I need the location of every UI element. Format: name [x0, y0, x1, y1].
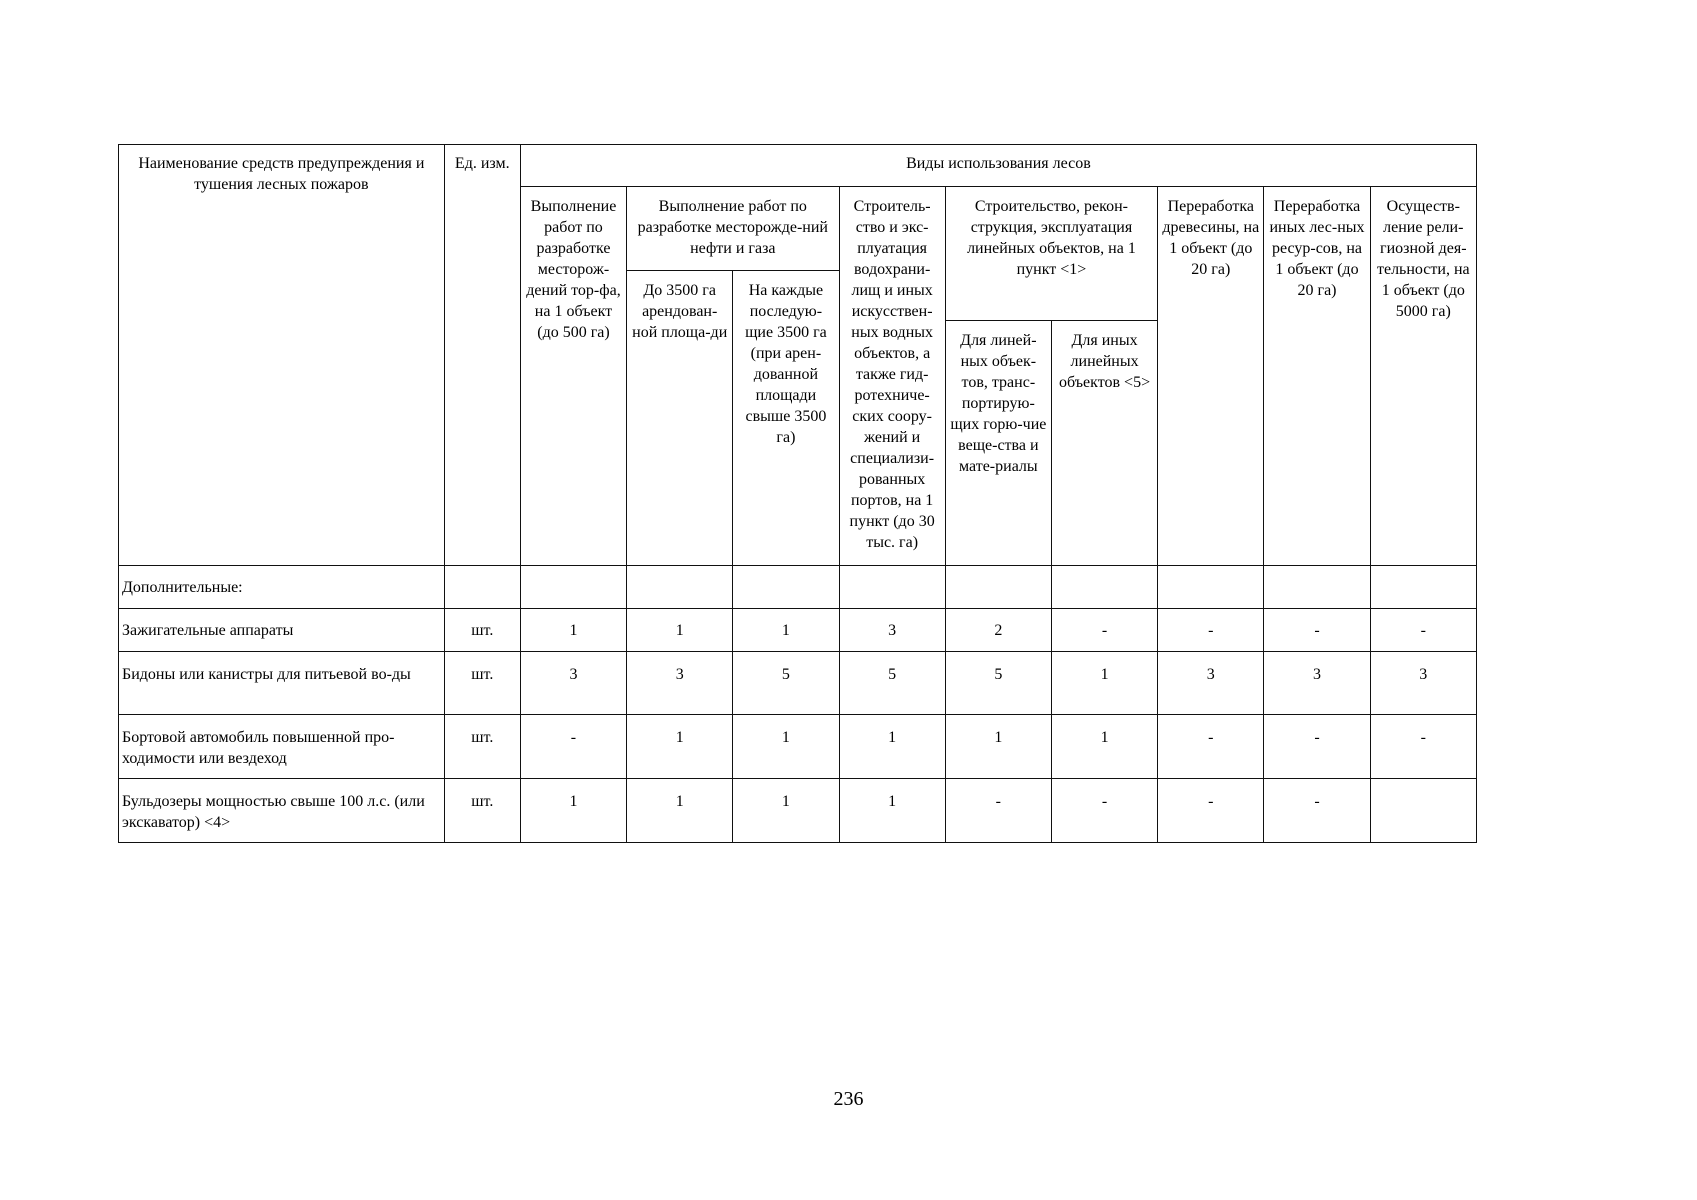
row-value: 1	[520, 609, 626, 652]
row-value: 2	[945, 609, 1051, 652]
header-peat: Выполнение работ по разработке месторож-дений тор-фа, на 1 объект (до 500 га)	[520, 187, 626, 566]
row-value: 3	[839, 609, 945, 652]
row-value: 1	[627, 609, 733, 652]
empty-cell	[444, 566, 520, 609]
header-row-1	[119, 145, 1477, 187]
empty-cell	[520, 566, 626, 609]
row-value: -	[1370, 715, 1476, 779]
row-value: 5	[945, 652, 1051, 715]
row-name: Бидоны или канистры для питьевой во-ды	[119, 652, 445, 715]
section-row	[119, 566, 1477, 609]
row-unit: шт.	[444, 779, 520, 843]
header-name-column: Наименование средств предупреждения и тушения лесных пожаров	[119, 145, 445, 566]
section-label: Дополнительные:	[119, 566, 445, 609]
row-value: -	[1158, 779, 1264, 843]
header-linear-sub2: Для иных линейных объектов <5>	[1051, 321, 1157, 566]
header-linear-sub1: Для линей-ных объек-тов, транс-портирую-щих горю-чие веще-ства и мате-риалы	[945, 321, 1051, 566]
row-value: 5	[733, 652, 839, 715]
row-value: 3	[627, 652, 733, 715]
header-wood: Переработка древесины, на 1 объект (до 20 га)	[1158, 187, 1264, 566]
table-row	[119, 779, 1477, 843]
row-name: Бортовой автомобиль повышенной про-ходимости или вездеход	[119, 715, 445, 779]
row-value: 1	[1051, 652, 1157, 715]
header-religious: Осуществ-ление рели-гиозной дея-тельности, на 1 объект (до 5000 га)	[1370, 187, 1476, 566]
header-oil-gas-sub2: На каждые последую-щие 3500 га (при арен-дованной площади свыше 3500 га)	[733, 271, 839, 566]
empty-cell	[733, 566, 839, 609]
row-unit: шт.	[444, 652, 520, 715]
row-value: -	[1158, 715, 1264, 779]
empty-cell	[1370, 566, 1476, 609]
header-reservoirs: Строитель-ство и экс-плуатация водохрани-лищ и иных искусствен-ных водных объектов, а также гид-ротехниче-ских соору-жений и специализи-рованных портов, на 1 пункт (до 30 тыс. га)	[839, 187, 945, 566]
row-value: -	[1051, 779, 1157, 843]
row-value: 3	[1158, 652, 1264, 715]
fire-equipment-table	[118, 144, 1477, 843]
row-value: 1	[733, 609, 839, 652]
row-value: -	[1264, 609, 1370, 652]
empty-cell	[627, 566, 733, 609]
row-value: -	[1264, 779, 1370, 843]
row-value: 1	[839, 715, 945, 779]
header-linear: Строительство, рекон-струкция, эксплуатация линейных объектов, на 1 пункт <1>	[945, 187, 1157, 321]
header-unit-column: Ед. изм.	[444, 145, 520, 566]
row-value: 1	[627, 779, 733, 843]
header-other-resources: Переработка иных лес-ных ресур-сов, на 1 объект (до 20 га)	[1264, 187, 1370, 566]
row-value: -	[520, 715, 626, 779]
header-oil-gas: Выполнение работ по разработке месторожде-ний нефти и газа	[627, 187, 839, 271]
row-value: 3	[1370, 652, 1476, 715]
row-name: Зажигательные аппараты	[119, 609, 445, 652]
row-name: Бульдозеры мощностью свыше 100 л.с. (или экскаватор) <4>	[119, 779, 445, 843]
table-row	[119, 609, 1477, 652]
row-unit: шт.	[444, 715, 520, 779]
row-value: -	[1370, 609, 1476, 652]
row-value: -	[1264, 715, 1370, 779]
header-oil-gas-sub1: До 3500 га арендован-ной площа-ди	[627, 271, 733, 566]
row-value: 3	[1264, 652, 1370, 715]
row-value: 1	[733, 715, 839, 779]
empty-cell	[945, 566, 1051, 609]
row-unit: шт.	[444, 609, 520, 652]
row-value: -	[1051, 609, 1157, 652]
row-value: 5	[839, 652, 945, 715]
row-value: -	[945, 779, 1051, 843]
empty-cell	[839, 566, 945, 609]
row-value: 1	[520, 779, 626, 843]
row-value: 3	[520, 652, 626, 715]
row-value: 1	[733, 779, 839, 843]
table-row	[119, 715, 1477, 779]
row-value: 1	[839, 779, 945, 843]
row-value	[1370, 779, 1476, 843]
empty-cell	[1158, 566, 1264, 609]
empty-cell	[1264, 566, 1370, 609]
row-value: 1	[1051, 715, 1157, 779]
empty-cell	[1051, 566, 1157, 609]
table-row	[119, 652, 1477, 715]
row-value: 1	[945, 715, 1051, 779]
row-value: -	[1158, 609, 1264, 652]
page-number: 236	[833, 1088, 864, 1110]
header-group-title: Виды использования лесов	[520, 145, 1476, 187]
row-value: 1	[627, 715, 733, 779]
